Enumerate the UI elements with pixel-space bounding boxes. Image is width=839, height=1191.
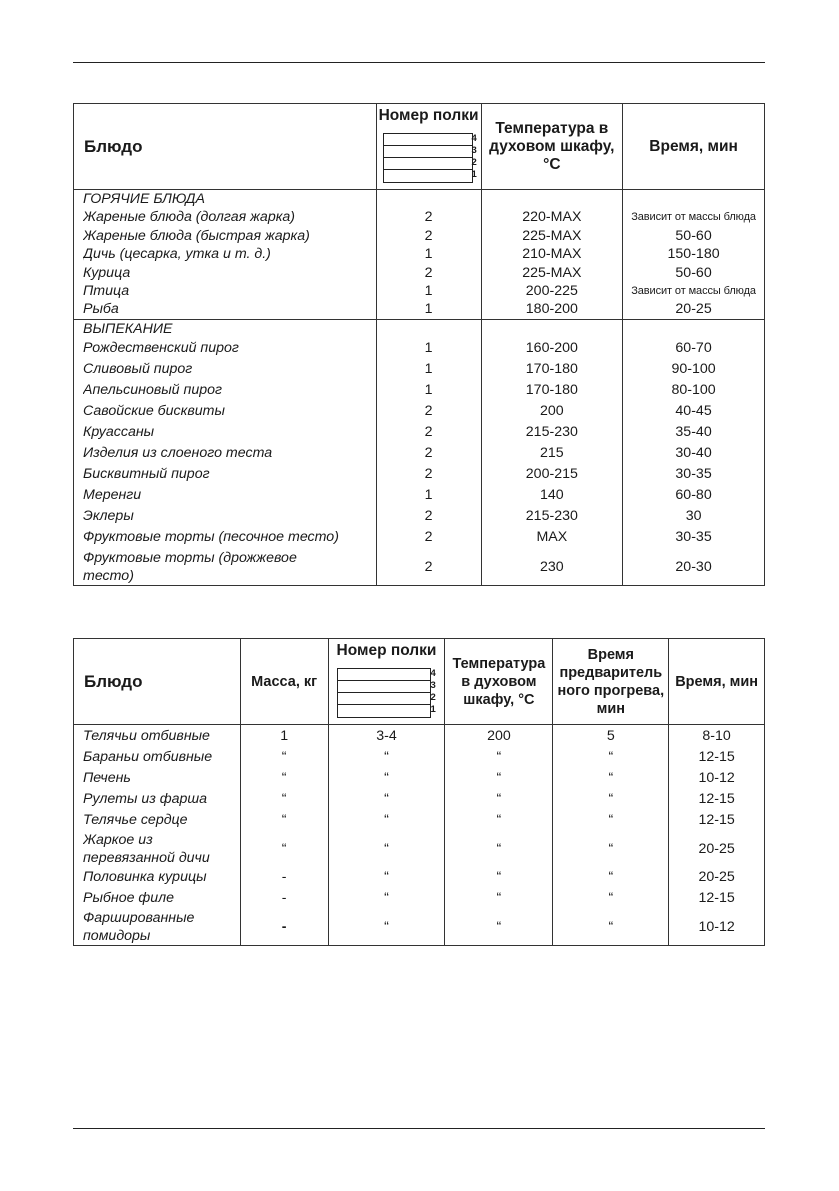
dish-name: Жаркое из <box>83 832 153 848</box>
header-line: мин <box>596 700 626 717</box>
header-line: Температура <box>452 655 546 672</box>
time-value: 30-40 <box>675 444 712 461</box>
shelf-value: 2 <box>424 423 433 440</box>
shelf-value: “ <box>384 841 389 857</box>
preheat-value: “ <box>608 770 614 786</box>
shelf-diagram <box>333 668 441 724</box>
dish-name: Рыба <box>83 301 119 318</box>
time-value: 35-40 <box>675 423 712 440</box>
header-line: шкафу, °C <box>463 691 535 708</box>
table2-shelf-label: Номер полки <box>336 642 437 659</box>
shelf-value: “ <box>384 869 389 885</box>
header-line: ного прогрева, <box>557 682 665 699</box>
shelf-level-3: 3 <box>471 145 477 156</box>
section-hot-dishes <box>74 190 765 320</box>
temp-value: 140 <box>540 486 564 503</box>
temp-value: 225-MAX <box>522 264 582 281</box>
section-title: ГОРЯЧИЕ БЛЮДА <box>83 191 206 207</box>
time-value: 20-30 <box>675 558 712 575</box>
mass-value: “ <box>281 812 287 828</box>
shelf-value: 1 <box>424 360 433 377</box>
temp-value: “ <box>496 812 502 828</box>
shelf-value: 2 <box>424 507 433 524</box>
section-baking <box>74 319 765 585</box>
grill-table <box>73 638 765 946</box>
section-title: ВЫПЕКАНИЕ <box>83 320 173 337</box>
shelf-value: “ <box>384 770 389 786</box>
dish-name: Меренги <box>83 486 142 503</box>
shelf-value: “ <box>384 890 389 906</box>
dish-name: помидоры <box>83 928 151 944</box>
header-line: Время <box>587 646 634 663</box>
time-value: 40-45 <box>675 402 712 419</box>
shelf-value: “ <box>384 812 389 828</box>
dish-name: Половинка курицы <box>83 869 207 885</box>
time-value: Зависит от массы блюда <box>631 284 756 297</box>
preheat-value: “ <box>608 869 614 885</box>
shelf-level-2: 2 <box>430 692 436 703</box>
shelf-value: 1 <box>424 301 433 318</box>
preheat-value: “ <box>608 791 614 807</box>
time-value: 20-25 <box>675 301 712 318</box>
dish-name: Фаршированные <box>83 910 195 926</box>
preheat-value: “ <box>608 890 614 906</box>
table1-header-shelf <box>376 104 481 190</box>
dish-name: Бисквитный пирог <box>83 465 210 482</box>
shelf-value: 2 <box>424 209 433 226</box>
time-value: 50-60 <box>675 227 712 244</box>
mass-value: - <box>281 919 287 935</box>
mass-value: 1 <box>280 728 289 744</box>
preheat-value: “ <box>608 749 614 765</box>
time-value: 20-25 <box>698 841 735 857</box>
temp-value: 230 <box>540 558 564 575</box>
temp-value: “ <box>496 749 502 765</box>
mass-value: “ <box>281 791 287 807</box>
temp-value: 200-215 <box>525 465 578 482</box>
time-value: 30-35 <box>675 528 712 545</box>
table1-shelf-label: Номер полки <box>378 107 479 124</box>
mass-value: - <box>281 890 287 906</box>
shelf-value: 2 <box>424 444 433 461</box>
dish-name: Птица <box>83 282 130 299</box>
time-value: 30 <box>685 507 702 524</box>
table1-header-time: Время, мин <box>623 104 765 190</box>
time-value: 20-25 <box>698 869 735 885</box>
mass-value: “ <box>281 749 287 765</box>
temp-value: “ <box>496 770 502 786</box>
shelf-level-4: 4 <box>430 668 436 679</box>
shelf-level-3: 3 <box>430 680 436 691</box>
temp-value: 200-225 <box>525 282 578 299</box>
temp-value: “ <box>496 919 502 935</box>
time-value: 10-12 <box>698 919 735 935</box>
shelf-value: 2 <box>424 465 433 482</box>
dish-name: Жареные блюда (долгая жарка) <box>83 209 296 226</box>
dish-name: тесто) <box>83 567 134 584</box>
table2-header-preheat <box>553 639 669 725</box>
temp-value: “ <box>496 890 502 906</box>
temp-value: 220-MAX <box>522 209 582 226</box>
time-value: 30-35 <box>675 465 712 482</box>
table2-header-shelf <box>328 639 445 725</box>
header-line: в духовом <box>461 673 537 690</box>
temp-value: “ <box>496 869 502 885</box>
time-value: 80-100 <box>671 381 716 398</box>
table1-header-temp: Температура в духовом шкафу, °C <box>481 104 623 190</box>
temp-value: 215-230 <box>525 507 578 524</box>
shelf-value: 2 <box>424 264 433 281</box>
preheat-value: “ <box>608 812 614 828</box>
shelf-value: 1 <box>424 246 433 263</box>
temp-value: 180-200 <box>525 301 578 318</box>
time-value: 8-10 <box>702 728 731 744</box>
temp-value: 200 <box>540 402 564 419</box>
bottom-rule <box>73 1128 765 1129</box>
temp-value: 215 <box>540 444 564 461</box>
shelf-level-4: 4 <box>471 133 477 144</box>
dish-name: Круассаны <box>83 423 155 440</box>
temp-value: 170-180 <box>525 381 578 398</box>
table2-body <box>74 725 765 946</box>
table1-header-row <box>74 104 765 190</box>
dish-name: Сливовый пирог <box>83 360 193 377</box>
dish-name: Фруктовые торты (дрожжевое <box>83 549 297 566</box>
time-value: 60-80 <box>675 486 712 503</box>
table2-header-time: Время, мин <box>669 639 765 725</box>
temp-value: 160-200 <box>525 339 578 356</box>
shelf-value: “ <box>384 749 389 765</box>
time-value: 12-15 <box>698 749 735 765</box>
shelf-value: 1 <box>424 486 433 503</box>
mass-value: “ <box>281 841 287 857</box>
mass-value: “ <box>281 770 287 786</box>
dish-name: Савойские бисквиты <box>83 402 225 419</box>
temp-value: MAX <box>536 528 568 545</box>
time-value: 12-15 <box>698 890 735 906</box>
temp-value: 210-MAX <box>522 246 582 263</box>
shelf-value: 2 <box>424 528 433 545</box>
temp-value: 215-230 <box>525 423 578 440</box>
time-value: Зависит от массы блюда <box>631 211 756 224</box>
dish-name: Телячьи отбивные <box>83 728 210 744</box>
shelf-value: “ <box>384 919 389 935</box>
temp-value: “ <box>496 841 502 857</box>
temp-value: 170-180 <box>525 360 578 377</box>
dish-name: Дичь (цесарка, утка и т. д.) <box>83 246 271 263</box>
temp-value: 200 <box>487 728 511 744</box>
dish-name: Рулеты из фарша <box>83 791 208 807</box>
mass-value: - <box>281 869 287 885</box>
time-value: 150-180 <box>667 246 720 263</box>
shelf-level-1: 1 <box>471 169 477 180</box>
shelf-value: 1 <box>424 282 433 299</box>
shelf-level-1: 1 <box>430 704 436 715</box>
dish-name: Жареные блюда (быстрая жарка) <box>83 227 310 244</box>
shelf-level-2: 2 <box>471 157 477 168</box>
shelf-value: 1 <box>424 339 433 356</box>
table2-header-mass: Масса, кг <box>240 639 328 725</box>
preheat-value: 5 <box>606 728 615 744</box>
dish-name: Изделия из слоеного теста <box>83 444 273 461</box>
preheat-value: “ <box>608 919 614 935</box>
dish-name: Апельсиновый пирог <box>83 381 222 398</box>
dish-name: Печень <box>83 770 131 786</box>
roasting-baking-table <box>73 103 765 586</box>
time-value: 12-15 <box>698 791 735 807</box>
dish-name: Бараньи отбивные <box>83 749 213 765</box>
time-value: 50-60 <box>675 264 712 281</box>
shelf-value: 1 <box>424 381 433 398</box>
header-line: предваритель <box>559 664 663 681</box>
shelf-value: 2 <box>424 227 433 244</box>
shelf-value: 2 <box>424 558 433 575</box>
time-value: 90-100 <box>671 360 716 377</box>
time-value: 10-12 <box>698 770 735 786</box>
shelf-value: 3-4 <box>376 728 397 744</box>
dish-name: Рождественский пирог <box>83 339 239 356</box>
table2-header-dish: Блюдо <box>74 639 241 725</box>
preheat-value: “ <box>608 841 614 857</box>
top-rule <box>73 62 765 63</box>
dish-name: Фруктовые торты (песочное тесто) <box>83 528 339 545</box>
dish-name: Телячье сердце <box>83 812 188 828</box>
shelf-value: “ <box>384 791 389 807</box>
dish-name: перевязанной дичи <box>83 850 210 866</box>
table1-header-dish: Блюдо <box>74 104 377 190</box>
temp-value: “ <box>496 791 502 807</box>
time-value: 12-15 <box>698 812 735 828</box>
dish-name: Рыбное филе <box>83 890 175 906</box>
temp-value: 225-MAX <box>522 227 582 244</box>
shelf-diagram <box>379 133 479 189</box>
dish-name: Эклеры <box>83 507 134 524</box>
table2-header-temp <box>445 639 553 725</box>
dish-name: Курица <box>83 264 131 281</box>
table2-header-row <box>74 639 765 725</box>
shelf-value: 2 <box>424 402 433 419</box>
time-value: 60-70 <box>675 339 712 356</box>
